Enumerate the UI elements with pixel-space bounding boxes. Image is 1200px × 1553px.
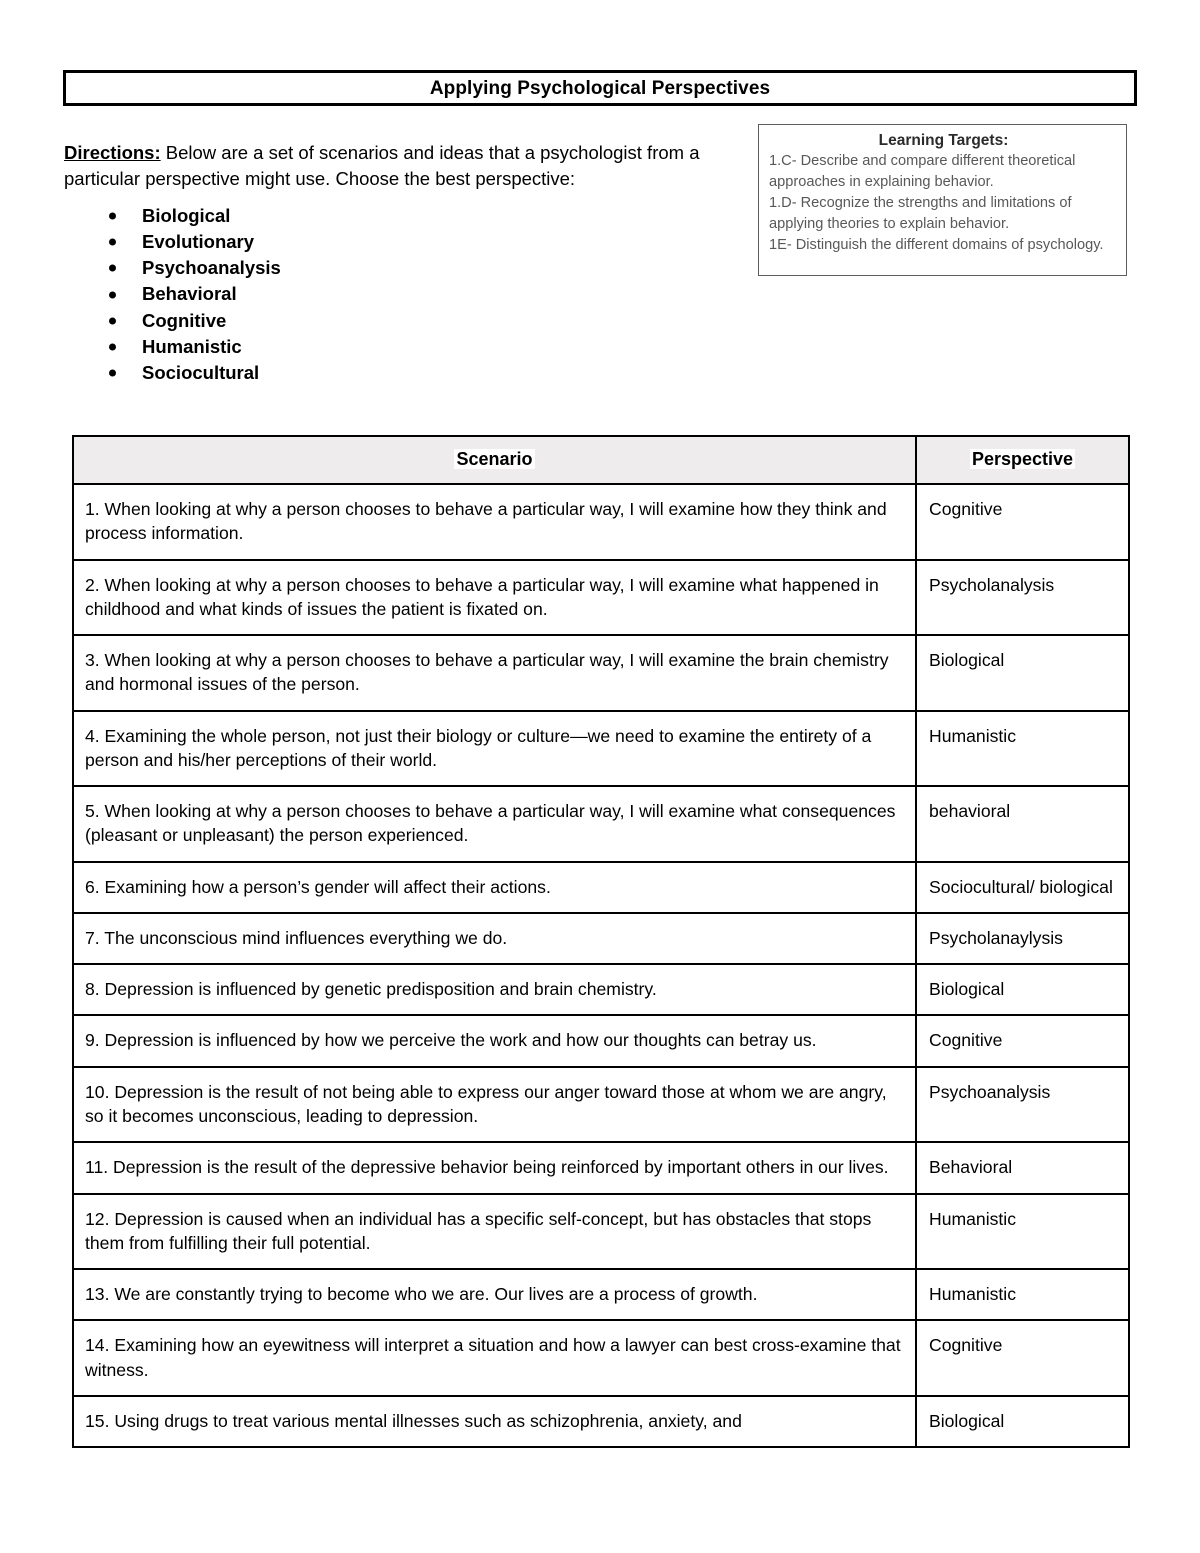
table-row [73, 786, 1129, 862]
column-header-scenario-label: Scenario [456, 449, 533, 469]
table-row [73, 1194, 1129, 1270]
learning-targets-list [769, 151, 1118, 255]
perspective-cell[interactable]: Biological [916, 635, 1129, 711]
table-row [73, 862, 1129, 913]
perspective-cell[interactable]: Cognitive [916, 484, 1129, 560]
table-row [73, 635, 1129, 711]
directions-label: Directions: [64, 142, 161, 163]
scenario-cell: 7. The unconscious mind influences everything we do. [73, 913, 916, 964]
scenario-cell: 6. Examining how a person’s gender will affect their actions. [73, 862, 916, 913]
scenario-cell: 10. Depression is the result of not being able to express our anger toward those at whom we are angry, so it becomes unconscious, leading to depression. [73, 1067, 916, 1143]
perspective-options-list [64, 203, 564, 386]
scenario-cell: 8. Depression is influenced by genetic predisposition and brain chemistry. [73, 964, 916, 1015]
perspective-cell[interactable]: Biological [916, 1396, 1129, 1447]
table-row [73, 1396, 1129, 1447]
scenario-cell: 1. When looking at why a person chooses to behave a particular way, I will examine how they think and process information. [73, 484, 916, 560]
perspective-option-label: Sociocultural [142, 361, 260, 383]
list-item [64, 229, 564, 255]
perspective-cell[interactable]: Psycholanalysis [916, 560, 1129, 636]
column-header-perspective-label: Perspective [971, 449, 1074, 469]
learning-target-item: 1.C- Describe and compare different theoretical approaches in explaining behavior. [769, 153, 1076, 191]
column-header-scenario [73, 436, 916, 484]
perspective-cell[interactable]: Humanistic [916, 1269, 1129, 1320]
table-header-row [73, 436, 1129, 484]
scenario-cell: 9. Depression is influenced by how we perceive the work and how our thoughts can betray us. [73, 1015, 916, 1066]
list-item [64, 203, 564, 229]
perspective-cell[interactable]: Biological [916, 964, 1129, 1015]
perspective-cell[interactable]: Sociocultural/ biological [916, 862, 1129, 913]
table-row [73, 560, 1129, 636]
scenario-cell: 4. Examining the whole person, not just their biology or culture—we need to examine the entirety of a person and his/her perceptions of their world. [73, 711, 916, 787]
learning-targets-box [758, 124, 1127, 276]
scenario-cell: 14. Examining how an eyewitness will interpret a situation and how a lawyer can best cross-examine that witness. [73, 1320, 916, 1396]
perspective-cell[interactable]: Cognitive [916, 1320, 1129, 1396]
learning-targets-heading: Learning Targets: [878, 132, 1009, 149]
list-item [64, 334, 564, 360]
table-row [73, 1067, 1129, 1143]
scenario-cell: 11. Depression is the result of the depressive behavior being reinforced by important others in our lives. [73, 1142, 916, 1193]
perspective-option-label: Biological [142, 204, 231, 226]
document-title-box [63, 70, 1137, 106]
perspective-cell[interactable]: Cognitive [916, 1015, 1129, 1066]
scenario-cell: 3. When looking at why a person chooses to behave a particular way, I will examine the brain chemistry and hormonal issues of the person. [73, 635, 916, 711]
page-title: Applying Psychological Perspectives [429, 77, 771, 99]
table-row [73, 1269, 1129, 1320]
table-row [73, 1142, 1129, 1193]
directions-paragraph [64, 140, 754, 193]
learning-target-item: 1E- Distinguish the different domains of psychology. [769, 236, 1104, 253]
perspective-option-label: Evolutionary [142, 231, 255, 253]
perspective-cell[interactable]: Behavioral [916, 1142, 1129, 1193]
table-row [73, 484, 1129, 560]
table-row [73, 1015, 1129, 1066]
list-item [64, 282, 564, 308]
learning-target-item: 1.D- Recognize the strengths and limitations of applying theories to explain behavior. [769, 195, 1072, 232]
list-item [64, 360, 564, 386]
scenario-cell: 12. Depression is caused when an individual has a specific self-concept, but has obstacles that stops them from fulfilling their full potential. [73, 1194, 916, 1270]
column-header-perspective [916, 436, 1129, 484]
scenario-cell: 2. When looking at why a person chooses to behave a particular way, I will examine what happened in childhood and what kinds of issues the patient is fixated on. [73, 560, 916, 636]
table-row [73, 964, 1129, 1015]
perspective-cell[interactable]: behavioral [916, 786, 1129, 862]
scenario-cell: 15. Using drugs to treat various mental illnesses such as schizophrenia, anxiety, and [73, 1396, 916, 1447]
table-row [73, 711, 1129, 787]
perspective-option-label: Cognitive [142, 309, 227, 331]
scenario-cell: 5. When looking at why a person chooses to behave a particular way, I will examine what consequences (pleasant or unpleasant) the person experienced. [73, 786, 916, 862]
list-item [64, 308, 564, 334]
scenario-cell: 13. We are constantly trying to become who we are. Our lives are a process of growth. [73, 1269, 916, 1320]
table-row [73, 913, 1129, 964]
perspective-cell[interactable]: Humanistic [916, 1194, 1129, 1270]
list-item [64, 255, 564, 281]
perspective-cell[interactable]: Psycholanaylysis [916, 913, 1129, 964]
perspective-option-label: Humanistic [142, 335, 242, 357]
perspective-option-label: Behavioral [142, 283, 237, 305]
perspective-cell[interactable]: Humanistic [916, 711, 1129, 787]
directions-body: Below are a set of scenarios and ideas that a psychologist from a particular perspective might use. Choose the best perspective: [64, 142, 700, 190]
perspective-cell[interactable]: Psychoanalysis [916, 1067, 1129, 1143]
perspective-option-label: Psychoanalysis [142, 257, 281, 279]
scenario-perspective-table [72, 435, 1130, 1448]
table-row [73, 1320, 1129, 1396]
